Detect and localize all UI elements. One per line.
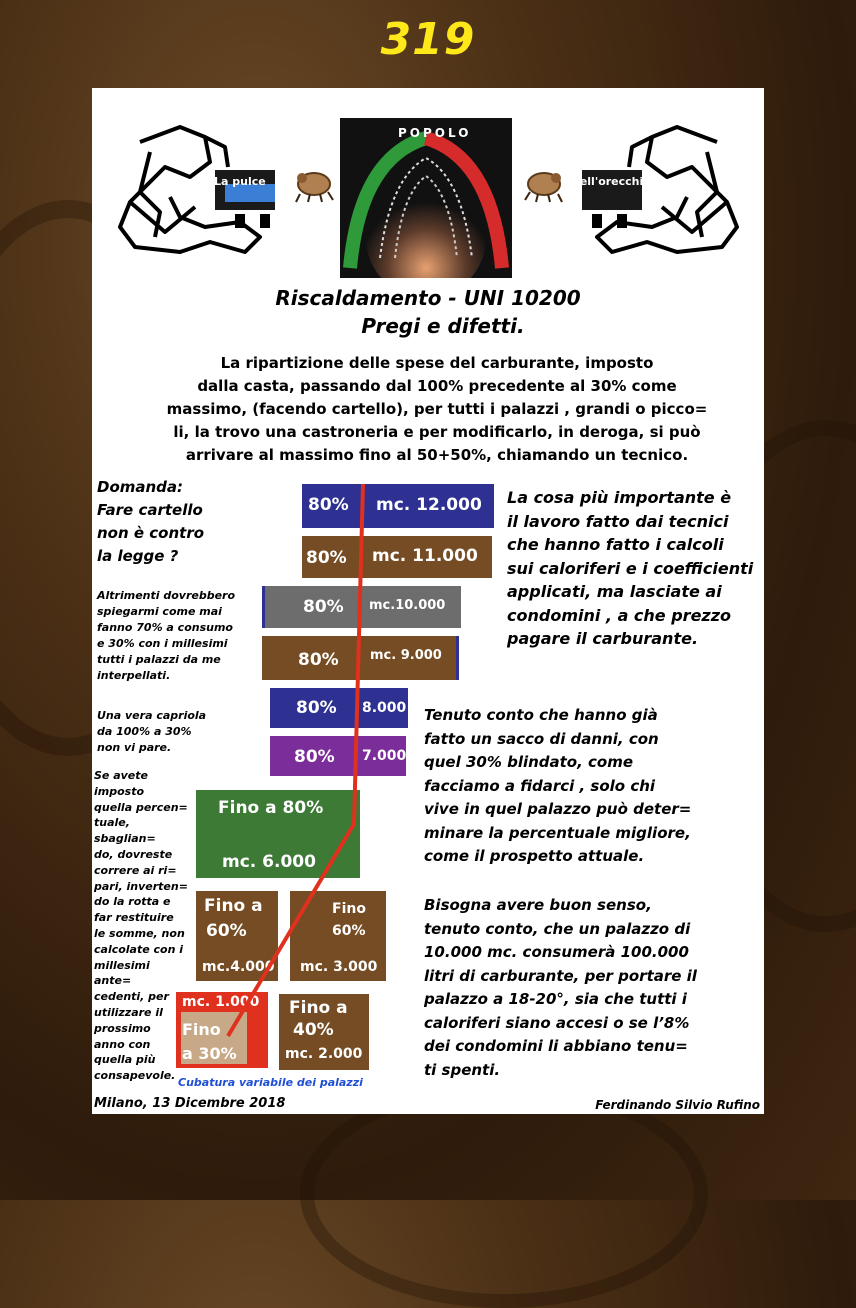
note-line: correre ai ri= xyxy=(94,863,177,877)
box-percent: 80% xyxy=(308,495,349,515)
intro-line: dalla casta, passando dal 100% precedente al 30% come xyxy=(197,377,677,395)
box-percent: 80% xyxy=(298,650,339,670)
box-percent-value: 60% xyxy=(332,923,366,939)
note-line: cedenti, per xyxy=(94,990,169,1004)
box-percent-value: 40% xyxy=(293,1020,334,1040)
note-line: 10.000 mc. consumerà 100.000 xyxy=(424,943,689,961)
note-line: non vi pare. xyxy=(97,741,172,754)
box-volume: 7.000 xyxy=(362,748,407,764)
note-line: quel 30% blindato, come xyxy=(424,753,634,771)
box-percent: Fino xyxy=(332,901,366,917)
intro-line: massimo, (facendo cartello), per tutti i palazzi , grandi o picco= xyxy=(166,400,708,418)
footer-author: Ferdinando Silvio Rufino xyxy=(595,1098,760,1112)
note-line: quella percen= xyxy=(94,800,188,814)
note-line: minare la percentuale migliore, xyxy=(424,823,691,842)
title-sub: Pregi e difetti. xyxy=(361,314,525,338)
note-line: Domanda: xyxy=(97,478,184,496)
box-volume: mc. 11.000 xyxy=(372,546,478,566)
note-line: litri di carburante, per portare il xyxy=(424,966,697,985)
box-volume: 8.000 xyxy=(362,700,407,716)
note-line: Altrimenti dovrebbero xyxy=(97,589,236,602)
note-line: prossimo xyxy=(94,1021,151,1035)
note-line: spiegarmi come mai xyxy=(97,605,222,618)
box-volume: mc. 1.000 xyxy=(182,994,260,1010)
note-line: do la rotta e xyxy=(94,895,171,909)
note-line: millesimi ante= xyxy=(94,958,150,988)
note-line: pagare il carburante. xyxy=(507,629,699,648)
note-line: da 100% a 30% xyxy=(97,725,192,738)
wood-texture xyxy=(300,1080,708,1308)
note-line: il lavoro fatto dai tecnici xyxy=(507,511,729,531)
note-line: ti spenti. xyxy=(424,1060,501,1079)
note-line: tenuto conto, che un palazzo di xyxy=(424,919,691,938)
note-line: applicati, ma lasciate ai xyxy=(507,582,722,601)
note-line: fanno 70% a consumo xyxy=(97,621,233,634)
intro-line: La ripartizione delle spese del carburante, imposto xyxy=(220,354,654,372)
note-line: pari, inverten= xyxy=(94,879,188,893)
box-volume: mc. 3.000 xyxy=(300,959,378,975)
note-line: palazzo a 18-20°, sia che tutti i xyxy=(424,990,687,1008)
page-number: 319 xyxy=(380,14,476,65)
intro-line: arrivare al massimo fino al 50+50%, chiamando un tecnico. xyxy=(185,446,689,464)
title-main: Riscaldamento - UNI 10200 xyxy=(275,286,581,310)
note-line: consapevole. xyxy=(94,1069,176,1083)
box-volume: mc. 6.000 xyxy=(222,852,316,872)
note-line: dei condomini li abbiano tenu= xyxy=(424,1037,688,1055)
note-line: quella più xyxy=(94,1053,156,1067)
box-percent: 80% xyxy=(296,698,337,718)
note-line: condomini , a che prezzo xyxy=(507,605,732,625)
note-line: Bisogna avere buon senso, xyxy=(424,896,652,914)
intro-line: li, la trovo una castroneria e per modificarlo, in deroga, si può xyxy=(173,423,701,441)
right-figure-label: nell'orecchio xyxy=(572,175,651,188)
box-volume: mc.10.000 xyxy=(369,598,446,613)
box-percent: Fino a xyxy=(204,896,263,916)
box-percent-value: 60% xyxy=(206,921,247,941)
note-line: vive in quel palazzo può deter= xyxy=(424,800,692,818)
note-line: non è contro xyxy=(97,524,205,542)
note-line: Una vera capriola xyxy=(97,709,207,722)
box-volume: mc.4.000 xyxy=(202,959,275,975)
note-right-danni xyxy=(424,704,724,869)
note-line: la legge ? xyxy=(97,547,179,565)
note-line: facciamo a fidarci , solo chi xyxy=(424,776,656,795)
note-line: La cosa più importante è xyxy=(507,488,732,507)
note-line: Se avete imposto xyxy=(94,769,148,798)
box-percent: 80% xyxy=(303,597,344,617)
box-percent: Fino a 80% xyxy=(218,798,324,818)
note-line: che hanno fatto i calcoli xyxy=(507,535,724,554)
note-line: do, dovreste xyxy=(94,847,173,861)
note-line: anno con xyxy=(94,1037,151,1051)
footer-date: Milano, 13 Dicembre 2018 xyxy=(94,1096,286,1111)
logo-arc-text: POPOLO xyxy=(398,126,472,140)
note-line: e 30% con i millesimi xyxy=(97,637,228,650)
note-line: calcolate con i xyxy=(94,942,184,956)
note-line: tutti i palazzi da me xyxy=(97,653,221,666)
note-line: fatto un sacco di danni, con xyxy=(424,729,659,748)
box-percent: 80% xyxy=(306,548,347,568)
note-line: Fare cartello xyxy=(97,501,203,519)
note-line: caloriferi siano accesi o se l’8% xyxy=(424,1013,690,1032)
box-volume: mc. 9.000 xyxy=(370,648,442,663)
left-figure-label: La pulce xyxy=(214,175,266,188)
chart-caption: Cubatura variabile dei palazzi xyxy=(178,1076,363,1089)
note-line: utilizzare il xyxy=(94,1005,163,1019)
note-line: le somme, non xyxy=(94,926,185,940)
note-line: tuale, sbaglian= xyxy=(94,816,156,846)
note-right-buonsenso xyxy=(424,894,734,1082)
box-volume: mc. 12.000 xyxy=(376,495,482,515)
box-percent: Fino xyxy=(182,1020,221,1039)
note-line: sui caloriferi e i coefficienti xyxy=(507,558,754,578)
box-volume: mc. 2.000 xyxy=(285,1046,363,1062)
note-line: interpellati. xyxy=(97,669,171,682)
note-line: Tenuto conto che hanno già xyxy=(424,706,658,724)
document-sheet xyxy=(92,88,764,1114)
note-line: come il prospetto attuale. xyxy=(424,847,645,865)
box-percent: Fino a xyxy=(289,998,348,1018)
note-right-important xyxy=(507,486,764,651)
box-percent-value: a 30% xyxy=(182,1044,237,1063)
note-line: far restituire xyxy=(94,911,174,925)
box-percent: 80% xyxy=(294,747,335,767)
